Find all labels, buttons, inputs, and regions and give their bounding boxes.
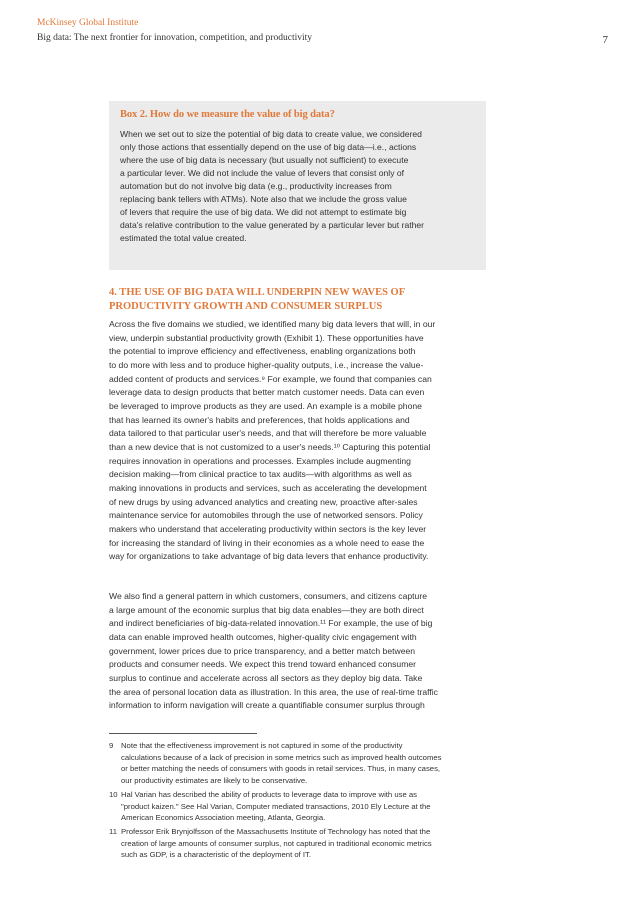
box-line: estimated the total value created. — [120, 233, 247, 243]
paragraph-line: maintenance service for automobiles through the use of networked sensors. Policy — [109, 510, 423, 521]
footnote-line: our productivity estimates are likely to be conservative. — [121, 775, 308, 785]
footnote-line: "product kaizen." See Hal Varian, Computer mediated transactions, 2010 Ely Lecture at the — [121, 801, 431, 811]
footnote-9 — [109, 740, 509, 786]
report-title: Big data: The next frontier for innovation, competition, and productivity — [37, 33, 312, 43]
paragraph-line: view, underpin substantial productivity growth (Exhibit 1). These opportunities have — [109, 332, 424, 343]
paragraph-line: government, lower prices due to price transparency, and a better match between — [109, 645, 416, 656]
paragraph-line: leverage data to design products that better match customer needs. Data can even — [109, 387, 425, 398]
paragraph-line: be leveraged to improve products as they are used. An example is a mobile phone — [109, 400, 422, 411]
paragraph-line: added content of products and services.⁹ For example, we found that companies can — [109, 373, 432, 384]
box-line: only those actions that essentially depend on the use of big data—i.e., actions — [120, 142, 417, 152]
paragraph-line: to do more with less and to produce higher-quality outputs, i.e., increase the value- — [109, 359, 424, 370]
paragraph-line: data tailored to that particular user's needs, and that will therefore be more valuable — [109, 428, 427, 439]
box-line: of levers that require the use of big data. We did not attempt to estimate big — [120, 207, 407, 217]
body-paragraph-2 — [109, 590, 489, 713]
paragraph-line: of new drugs by using advanced analytics and creating new, proactive after-sales — [109, 496, 418, 507]
footnote-line: Professor Erik Brynjolfsson of the Massachusetts Institute of Technology has noted that the — [121, 827, 431, 836]
box-line: replacing bank tellers with ATMs). Note also that we include the gross value — [120, 194, 407, 204]
paragraph-line: for increasing the standard of living in their economies as a whole need to ease the — [109, 537, 425, 548]
footnote-number: 10 — [109, 790, 118, 799]
paragraph-line: surplus to continue and accelerate across all sectors as they deploy big data. Take — [109, 672, 423, 683]
footnote-number: 9 — [109, 741, 114, 750]
publisher-name: McKinsey Global Institute — [37, 18, 139, 28]
footnote-number: 11 — [109, 827, 117, 836]
paragraph-line: makers who understand that accelerating productivity within sectors is the key lever — [109, 523, 427, 534]
paragraph-line: decision making—from clinical practice to tax audits—with algorithms as well as — [109, 469, 412, 480]
page-header — [37, 17, 607, 44]
footnote-divider — [109, 733, 257, 734]
box-line: data's relative contribution to the value generated by a particular lever but rather — [120, 220, 425, 230]
paragraph-line: a large amount of the economic surplus that big data enables—they are both direct — [109, 604, 424, 615]
paragraph-line: the potential to improve efficiency and effectiveness, enabling organizations both — [109, 346, 416, 357]
section-heading — [109, 286, 529, 313]
paragraph-line: than a new device that is not customized to a user's needs.¹⁰ Capturing this potential — [109, 441, 431, 452]
paragraph-line: that has learned its owner's habits and preferences, that holds applications and — [109, 414, 410, 425]
box-line: automation but do not involve big data (e.g., productivity increases from — [120, 181, 392, 191]
footnote-line: calculations because of a lack of precision in some metrics such as improved health outcomes — [121, 752, 442, 762]
footnote-11 — [109, 826, 509, 861]
box-line: where the use of big data is necessary (but usually not sufficient) to execute — [120, 155, 409, 165]
footnote-10 — [109, 789, 509, 824]
paragraph-line: requires innovation in operations and processes. Examples include augmenting — [109, 455, 411, 466]
box-line: a particular lever. We did not include the value of levers that consist only of — [120, 168, 405, 178]
paragraph-line: way for organizations to take advantage of big data levers that enhance productivity. — [109, 551, 429, 562]
paragraph-line: products and consumer needs. We expect this trend toward enhanced consumer — [109, 659, 417, 670]
paragraph-line: information to inform navigation will create a quantifiable consumer surplus through — [109, 700, 425, 711]
footnote-line: or better matching the needs of consumers with goods in retail services. Thus, in many cases, — [121, 764, 441, 774]
page-number: 7 — [602, 34, 608, 46]
sidebar-box — [109, 101, 486, 270]
paragraph-line: the area of personal location data as illustration. In this area, the use of real-time traffic — [109, 686, 438, 697]
section-heading-line: PRODUCTIVITY GROWTH AND CONSUMER SURPLUS — [109, 300, 383, 312]
footnote-line: such as GDP, is a characteristic of the deployment of IT. — [121, 850, 311, 860]
paragraph-line: Across the five domains we studied, we identified many big data levers that will, in our — [109, 319, 436, 329]
footnote-line: creation of large amounts of consumer surplus, not captured in traditional economic metrics — [121, 838, 432, 848]
paragraph-line: data can enable improved health outcomes, higher-quality civic engagement with — [109, 631, 417, 642]
body-paragraph-1 — [109, 318, 489, 564]
box-title: Box 2. How do we measure the value of big data? — [120, 109, 335, 120]
footnote-line: Note that the effectiveness improvement is not captured in some of the productivity — [121, 741, 403, 750]
footnote-line: Hal Varian has described the ability of products to leverage data to improve with use as — [121, 790, 417, 799]
footnote-line: American Economics Association meeting, Atlanta, Georgia. — [121, 813, 326, 823]
box-line: When we set out to size the potential of big data to create value, we considered — [120, 129, 422, 139]
section-heading-line: 4. THE USE OF BIG DATA WILL UNDERPIN NEW WAVES OF — [109, 287, 406, 298]
paragraph-line: We also find a general pattern in which customers, consumers, and citizens capture — [109, 591, 427, 601]
paragraph-line: and indirect beneficiaries of big-data-related innovation.¹¹ For example, the use of big — [109, 618, 433, 629]
paragraph-line: making innovations in products and services, such as accelerating the development — [109, 482, 427, 493]
box-body — [120, 128, 482, 245]
